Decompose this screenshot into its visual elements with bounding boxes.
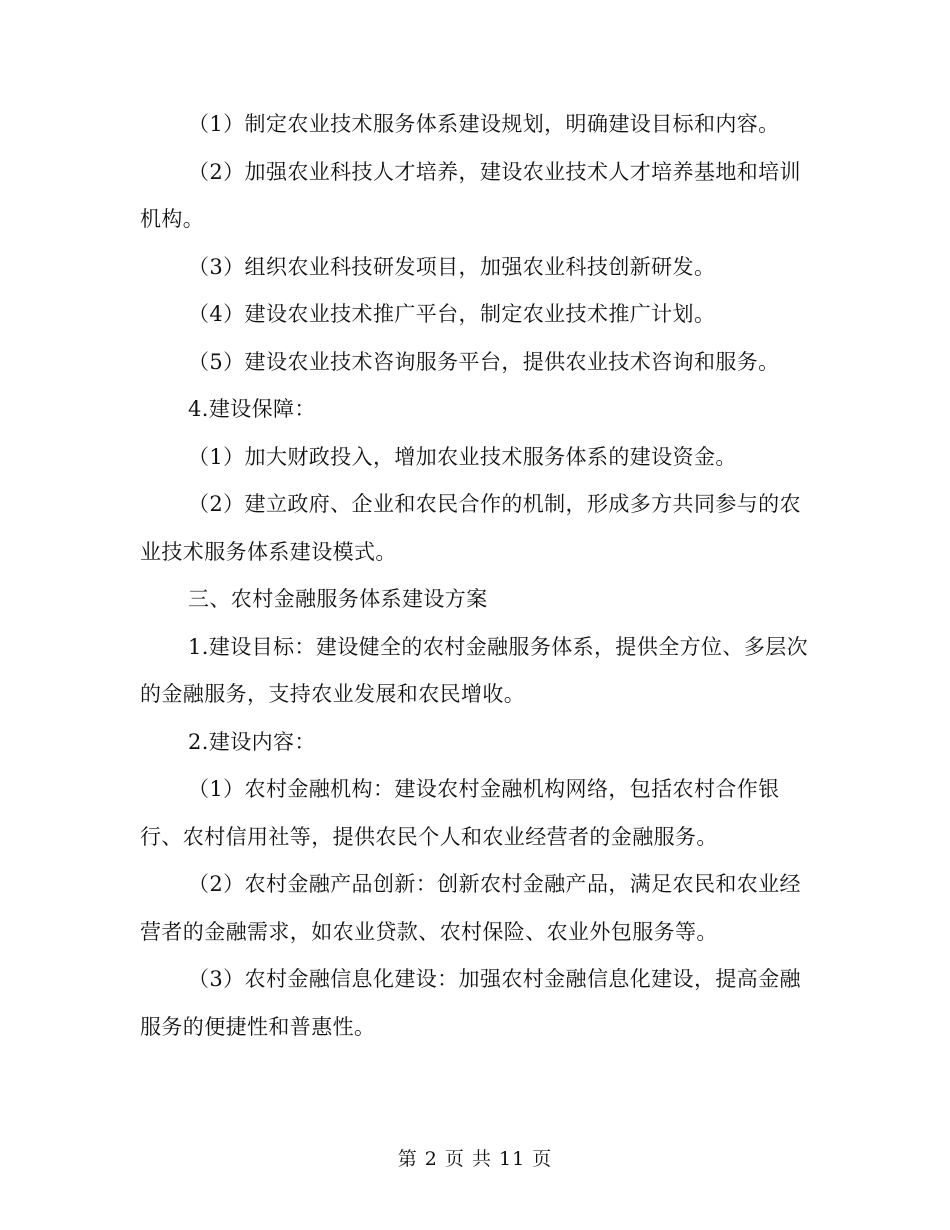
paragraph: （1）农村金融机构：建设农村金融机构网络，包括农村合作银行、农村信用社等，提供农民个人和农业经营者的金融服务。 — [140, 777, 780, 849]
page-footer — [0, 1146, 950, 1172]
paragraph: （4）建设农业技术推广平台，制定农业技术推广计划。 — [188, 302, 716, 326]
paragraph: （1）加大财政投入，增加农业技术服务体系的建设资金。 — [188, 444, 737, 469]
paragraph: （3）农村金融信息化建设：加强农村金融信息化建设，提高金融服务的便捷性和普惠性。 — [140, 967, 801, 1039]
paragraph: （1）制定农业技术服务体系建设规划，明确建设目标和内容。 — [188, 112, 780, 136]
page-number-label: 第 2 页 共 11 页 — [397, 1148, 553, 1170]
paragraph: （2）加强农业科技人才培养，建设农业技术人才培养基地和培训机构。 — [140, 159, 801, 231]
paragraph: （3）组织农业科技研发项目，加强农业科技创新研发。 — [188, 254, 716, 279]
paragraph: （5）建设农业技术咨询服务平台，提供农业技术咨询和服务。 — [188, 349, 780, 374]
document-body — [140, 101, 812, 1051]
section-heading: 2.建设内容： — [188, 729, 316, 754]
paragraph: （2）建立政府、企业和农民合作的机制，形成多方共同参与的农业技术服务体系建设模式。 — [140, 492, 801, 564]
paragraph: （2）农村金融产品创新：创新农村金融产品，满足农民和农业经营者的金融需求，如农业贷款、农村保险、农业外包服务等。 — [140, 872, 801, 944]
paragraph: 1.建设目标：建设健全的农村金融服务体系，提供全方位、多层次的金融服务，支持农业发展和农民增收。 — [140, 634, 809, 706]
section-heading: 三、农村金融服务体系建设方案 — [188, 587, 488, 611]
section-heading: 4.建设保障： — [188, 397, 316, 421]
